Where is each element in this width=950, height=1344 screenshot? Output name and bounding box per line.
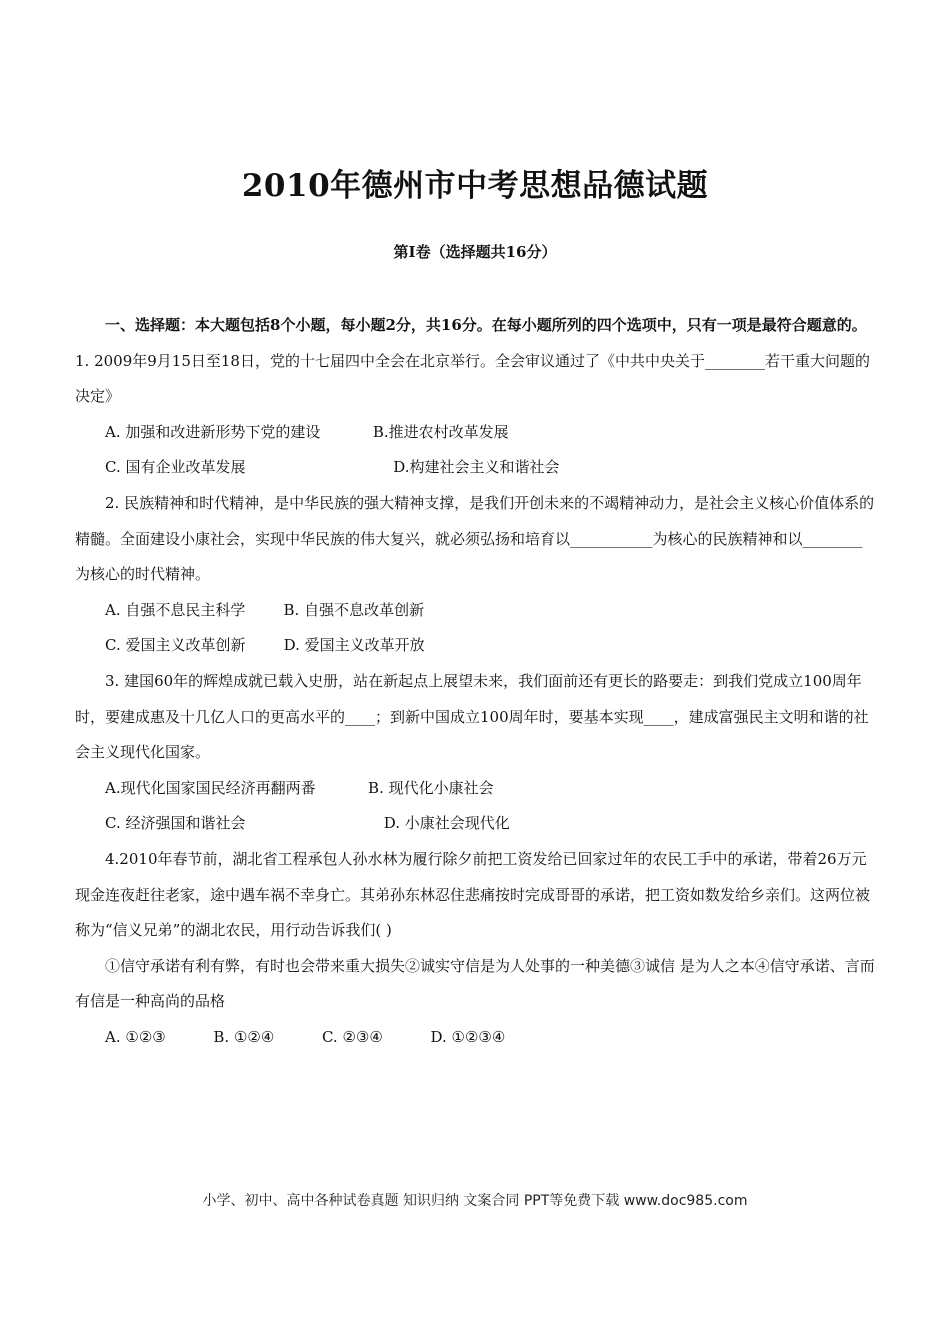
exam-content [75,308,875,1055]
question-stem: 2. 民族精神和时代精神，是中华民族的强大精神支撑，是我们开创未来的不竭精神动力，是社会主义核心价值体系的精髓。全面建设小康社会，实现中华民族的伟大复兴，就必须弘扬和培育以___________为核心的民族精神和以________为核心的时代精神。 [75,493,875,584]
question-stem: 4.2010年春节前，湖北省工程承包人孙水林为履行除夕前把工资发给已回家过年的农民工手中的承诺，带着26万元现金连夜赶往老家，途中遇车祸不幸身亡。其弟孙东林忍住悲痛按时完成哥哥的承诺，把工资如数发给乡亲们。这两位被称为“信义兄弟”的湖北农民，用行动告诉我们( ) [75,849,871,940]
option-row: A. 加强和改进新形势下党的建设 B.推进农村改革发展 [105,422,509,441]
option-row: C. 爱国主义改革创新 D. 爱国主义改革开放 [105,636,425,655]
footer-text: 小学、初中、高中各种试卷真题 知识归纳 文案合同 PPT等免费下载 www.doc985.com [202,1193,748,1209]
exam-title: 2010年德州市中考思想品德试题 [241,168,709,204]
question-stem: 3. 建国60年的辉煌成就已载入史册，站在新起点上展望未来，我们面前还有更长的路要走：到我们党成立100周年时，要建成惠及十几亿人口的更高水平的____；到新中国成立100周年时，要基本实现____，建成富强民主文明和谐的社会主义现代化国家。 [75,671,869,762]
paper-section-label: 第Ⅰ卷（选择题共16分） [393,243,557,261]
question-4 [75,842,875,1056]
question-stem: 1. 2009年9月15日至18日，党的十七届四中全会在北京举行。全会审议通过了《中共中央关于________若干重大问题的决定》 [75,351,870,406]
question-2 [75,486,875,664]
question-3 [75,664,875,842]
option-row: A. 自强不息民主科学 B. 自强不息改革创新 [105,600,425,619]
option-row: C. 国有企业改革发展 D.构建社会主义和谐社会 [105,458,560,477]
option-row: A.现代化国家国民经济再翻两番 B. 现代化小康社会 [105,778,494,797]
section-heading: 一、选择题：本大题包括8个小题，每小题2分，共16分。在每小题所列的四个选项中，只有一项是最符合题意的。 [105,316,867,334]
option-row: C. 经济强国和谐社会 D. 小康社会现代化 [105,814,510,833]
option-row: A. ①②③ B. ①②④ C. ②③④ D. ①②③④ [105,1027,506,1046]
question-1 [75,344,875,486]
question-statements: ①信守承诺有利有弊，有时也会带来重大损失②诚实守信是为人处事的一种美德③诚信 是为人之本④信守承诺、言而有信是一种高尚的品格 [75,956,875,1011]
